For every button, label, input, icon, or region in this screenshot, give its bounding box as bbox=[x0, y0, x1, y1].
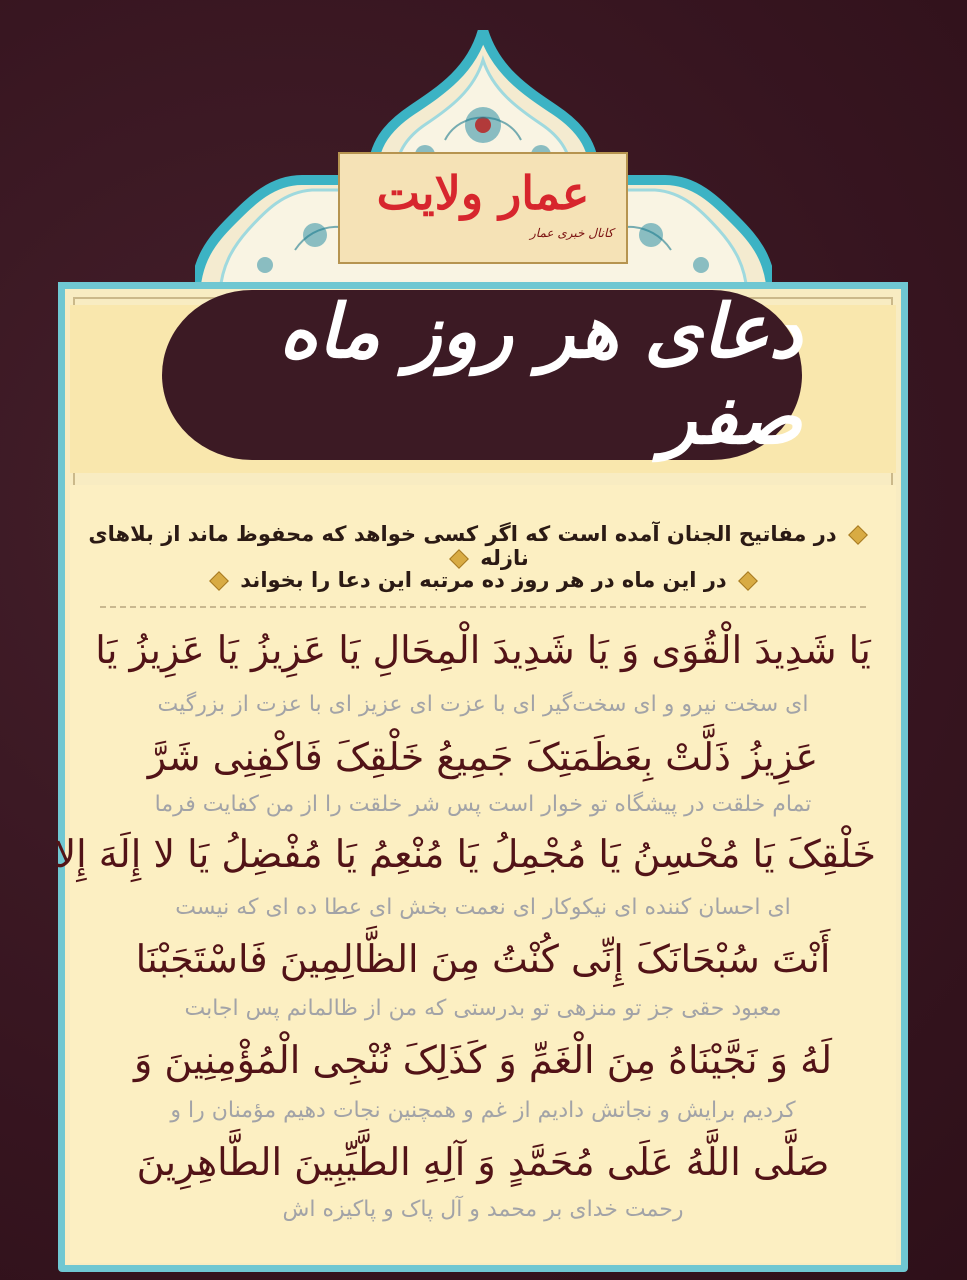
diamond-bullet-icon bbox=[449, 549, 469, 569]
divider bbox=[100, 606, 866, 608]
arabic-line-1: یَا شَدِیدَ الْقُوَی وَ یَا شَدِیدَ الْمِحَالِ یَا عَزِیزُ یَا عَزِیزُ یَا bbox=[95, 628, 871, 672]
logo-title: عمار ولایت bbox=[376, 166, 590, 220]
persian-line-5: کردیم برایش و نجاتش دادیم از غم و همچنین نجات دهیم مؤمنان را و bbox=[170, 1098, 796, 1123]
arabic-line-2: عَزِیزُ ذَلَّتْ بِعَظَمَتِکَ جَمِیعُ خَلْقِکَ فَاکْفِنِی شَرَّ bbox=[147, 735, 819, 779]
logo-subtitle: کانال خبری عمار bbox=[530, 226, 614, 240]
arabic-line-6: صَلَّی اللَّهُ عَلَی مُحَمَّدٍ وَ آلِهِ الطَّیِّبِینَ الطَّاهِرِینَ bbox=[136, 1140, 830, 1184]
diamond-bullet-icon bbox=[209, 571, 229, 591]
arabic-line-4: أَنْتَ سُبْحَانَکَ إِنِّی کُنْتُ مِنَ الظَّالِمِینَ فَاسْتَجَبْنَا bbox=[135, 937, 831, 981]
diamond-bullet-icon bbox=[738, 571, 758, 591]
persian-line-2: تمام خلقت در پیشگاه تو خوار است پس شر خلقت را از من کفایت فرما bbox=[154, 792, 812, 817]
arabic-line-3: خَلْقِکَ یَا مُحْسِنُ یَا مُجْمِلُ یَا مُنْعِمُ یَا مُفْضِلُ یَا لا إِلَهَ إِلا bbox=[54, 832, 876, 876]
arabic-line-5: لَهُ وَ نَجَّیْنَاهُ مِنَ الْغَمِّ وَ کَذَلِکَ نُنْجِی الْمُؤْمِنِینَ وَ bbox=[133, 1038, 833, 1082]
intro-line-1: در مفاتیح الجنان آمده است که اگر کسی خواهد که محفوظ ماند از بلاهای نازله bbox=[82, 522, 885, 570]
channel-logo bbox=[338, 152, 628, 264]
persian-line-3: ای احسان کننده ای نیکوکار ای نعمت بخش ای عطا ده ای که نیست bbox=[175, 895, 791, 920]
intro-line-2: در این ماه در هر روز ده مرتبه این دعا را بخواند bbox=[82, 568, 885, 592]
persian-line-6: رحمت خدای بر محمد و آل پاک و پاکیزه اش bbox=[282, 1197, 684, 1222]
page-title: دعای هر روز ماه صفر bbox=[279, 289, 802, 461]
persian-line-1: ای سخت نیرو و ای سخت‌گیر ای با عزت ای عزیز ای با عزت از بزرگیت bbox=[157, 692, 809, 717]
diamond-bullet-icon bbox=[848, 525, 868, 545]
persian-line-4: معبود حقی جز تو منزهی تو بدرستی که من از ظالمانم پس اجابت bbox=[184, 996, 782, 1021]
